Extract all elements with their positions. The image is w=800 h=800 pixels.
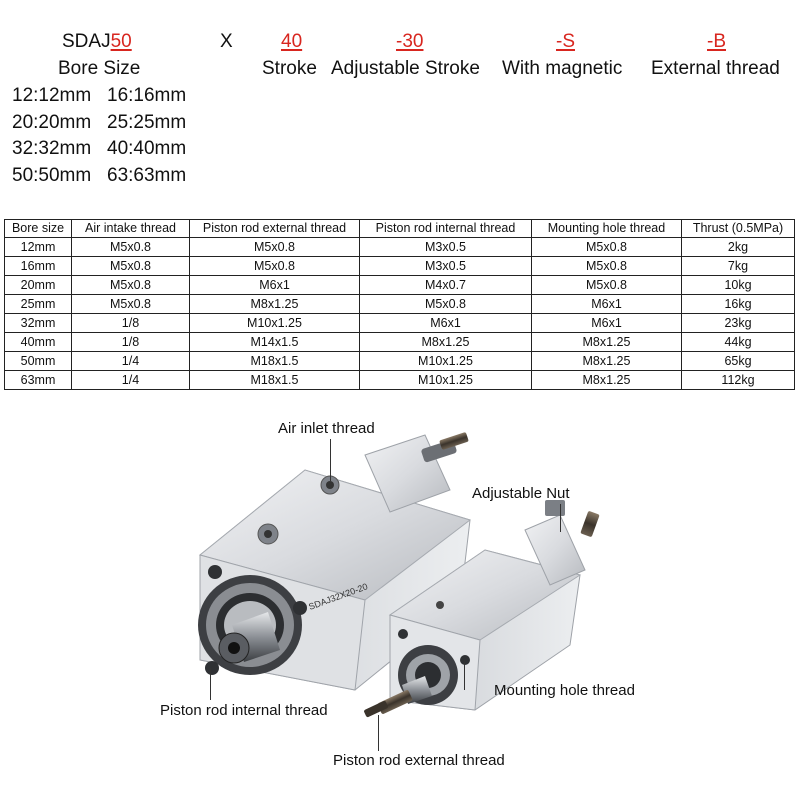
leader-mounting-hole <box>464 660 465 690</box>
table-cell: 23kg <box>682 314 795 333</box>
table-cell: 1/4 <box>72 352 190 371</box>
col-mounting-hole: Mounting hole thread <box>532 220 682 238</box>
table-cell: M5x0.8 <box>72 276 190 295</box>
model-bore: 50 <box>110 31 132 52</box>
leader-piston-internal <box>210 668 211 700</box>
table-row <box>5 257 795 276</box>
table-cell: 44kg <box>682 333 795 352</box>
table-cell: 1/8 <box>72 314 190 333</box>
table-cell: 63mm <box>5 371 72 390</box>
table-cell: M6x1 <box>190 276 360 295</box>
col-thrust: Thrust (0.5MPa) <box>682 220 795 238</box>
cylinder-photo <box>140 400 670 790</box>
model-adjustable: -30 <box>396 31 424 52</box>
table-cell: M5x0.8 <box>532 257 682 276</box>
table-cell: M5x0.8 <box>532 238 682 257</box>
table-row <box>5 276 795 295</box>
col-rod-external: Piston rod external thread <box>190 220 360 238</box>
bore-option-row: 20:20mm 25:25mm <box>12 111 187 133</box>
model-code <box>62 31 132 53</box>
table-cell: M10x1.25 <box>190 314 360 333</box>
table-header-row <box>5 220 795 238</box>
table-row <box>5 295 795 314</box>
callout-piston-external: Piston rod external thread <box>333 752 505 769</box>
table-cell: M6x1 <box>532 314 682 333</box>
table-cell: M6x1 <box>360 314 532 333</box>
table-cell: 1/8 <box>72 333 190 352</box>
leader-air-inlet <box>330 439 331 481</box>
table-cell: M5x0.8 <box>72 238 190 257</box>
table-cell: 1/4 <box>72 371 190 390</box>
table-cell: M5x0.8 <box>360 295 532 314</box>
table-cell: 40mm <box>5 333 72 352</box>
bore-size-label: Bore Size <box>58 58 141 79</box>
table-cell: M8x1.25 <box>190 295 360 314</box>
model-separator: X <box>220 31 233 52</box>
table-cell: M6x1 <box>532 295 682 314</box>
table-cell: M10x1.25 <box>360 371 532 390</box>
model-thread: -B <box>707 31 726 52</box>
leader-piston-external <box>378 715 379 751</box>
callout-piston-internal: Piston rod internal thread <box>160 702 328 719</box>
table-cell: M8x1.25 <box>532 352 682 371</box>
table-cell: 50mm <box>5 352 72 371</box>
table-cell: M18x1.5 <box>190 371 360 390</box>
table-cell: 10kg <box>682 276 795 295</box>
table-cell: M5x0.8 <box>72 257 190 276</box>
table-row <box>5 238 795 257</box>
bore-option-row: 32:32mm 40:40mm <box>12 138 187 159</box>
callout-adjustable-nut: Adjustable Nut <box>472 485 570 502</box>
model-stroke: 40 <box>281 31 303 52</box>
table-row <box>5 371 795 390</box>
table-cell: M5x0.8 <box>190 257 360 276</box>
table-cell: M4x0.7 <box>360 276 532 295</box>
model-magnetic: -S <box>556 31 575 52</box>
bore-option-row: 12:12mm 16:16mm <box>12 85 187 106</box>
table-cell: 20mm <box>5 276 72 295</box>
table-row <box>5 352 795 371</box>
table-cell: M5x0.8 <box>72 295 190 314</box>
col-bore-size: Bore size <box>5 220 72 238</box>
table-cell: M8x1.25 <box>532 371 682 390</box>
table-cell: 12mm <box>5 238 72 257</box>
col-air-intake: Air intake thread <box>72 220 190 238</box>
table-cell: 65kg <box>682 352 795 371</box>
bore-options <box>12 83 186 189</box>
table-cell: 16mm <box>5 257 72 276</box>
table-cell: M5x0.8 <box>190 238 360 257</box>
engraving-text: SDAJ32X20-20 <box>307 581 369 612</box>
spec-table <box>4 219 795 390</box>
bore-option-row: 50:50mm 63:63mm <box>12 164 187 186</box>
table-cell: M5x0.8 <box>532 276 682 295</box>
table-cell: 7kg <box>682 257 795 276</box>
table-row <box>5 314 795 333</box>
table-cell: M8x1.25 <box>532 333 682 352</box>
model-prefix: SDAJ <box>62 31 111 52</box>
table-cell: 25mm <box>5 295 72 314</box>
col-rod-internal: Piston rod internal thread <box>360 220 532 238</box>
with-magnetic-label: With magnetic <box>502 58 623 79</box>
callout-air-inlet: Air inlet thread <box>278 420 375 437</box>
table-cell: 112kg <box>682 371 795 390</box>
table-cell: M10x1.25 <box>360 352 532 371</box>
table-cell: M3x0.5 <box>360 257 532 276</box>
callout-mounting-hole: Mounting hole thread <box>494 682 635 699</box>
leader-adjustable-nut <box>560 504 561 532</box>
table-row <box>5 333 795 352</box>
external-thread-label: External thread <box>651 58 780 79</box>
table-cell: 2kg <box>682 238 795 257</box>
table-cell: M18x1.5 <box>190 352 360 371</box>
table-cell: 32mm <box>5 314 72 333</box>
table-cell: M14x1.5 <box>190 333 360 352</box>
table-cell: M3x0.5 <box>360 238 532 257</box>
stroke-label: Stroke <box>262 58 317 79</box>
adjustable-stroke-label: Adjustable Stroke <box>331 58 480 79</box>
table-cell: M8x1.25 <box>360 333 532 352</box>
table-cell: 16kg <box>682 295 795 314</box>
